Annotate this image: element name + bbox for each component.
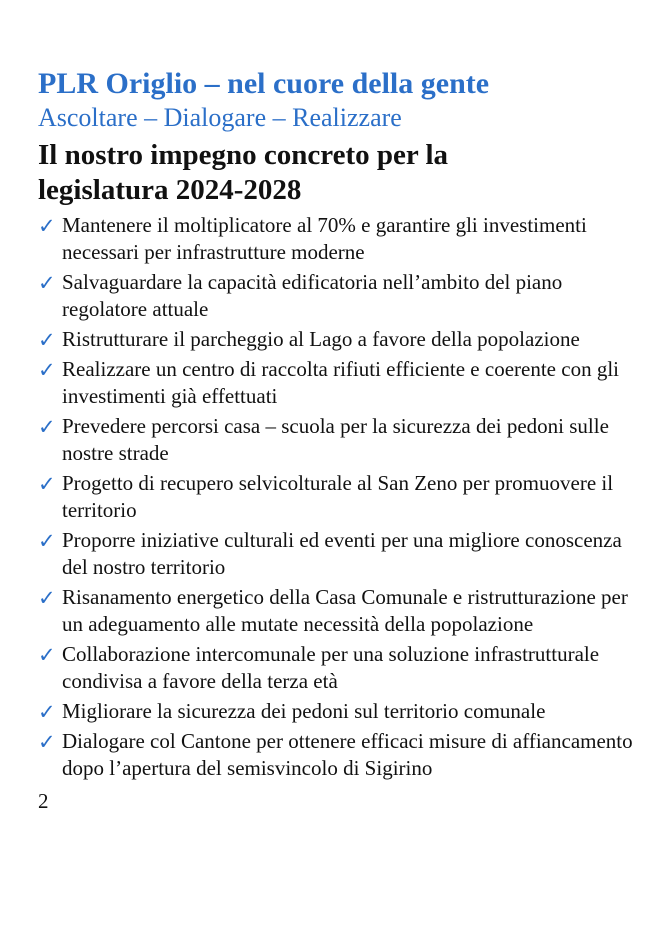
checkmark-icon: ✓ bbox=[38, 472, 56, 496]
list-item bbox=[38, 470, 648, 524]
list-item-text: Collaborazione intercomunale per una soluzione infrastrutturale condivisa a favore della terza età bbox=[62, 642, 600, 693]
list-item bbox=[38, 326, 648, 353]
list-item bbox=[38, 698, 648, 725]
list-item bbox=[38, 212, 648, 266]
checkmark-icon: ✓ bbox=[38, 529, 56, 553]
checkmark-icon: ✓ bbox=[38, 586, 56, 610]
list-item-text: Salvaguardare la capacità edificatoria nell’ambito del piano regolatore attuale bbox=[62, 270, 563, 321]
list-item-text: Realizzare un centro di raccolta rifiuti efficiente e coerente con gli investimenti già effettuati bbox=[62, 357, 619, 408]
list-item-text: Prevedere percorsi casa – scuola per la sicurezza dei pedoni sulle nostre strade bbox=[62, 414, 609, 465]
list-item-text: Proporre iniziative culturali ed eventi per una migliore conoscenza del nostro territorio bbox=[62, 528, 622, 579]
list-item-text: Progetto di recupero selvicolturale al San Zeno per promuovere il territorio bbox=[62, 471, 614, 522]
checkmark-icon: ✓ bbox=[38, 700, 56, 724]
list-item bbox=[38, 356, 648, 410]
page-number: 2 bbox=[38, 789, 49, 813]
section-heading: Il nostro impegno concreto per la legislatura 2024-2028 bbox=[38, 139, 449, 206]
checkmark-icon: ✓ bbox=[38, 271, 56, 295]
list-item bbox=[38, 269, 648, 323]
list-item bbox=[38, 527, 648, 581]
list-item bbox=[38, 728, 648, 782]
list-item bbox=[38, 584, 648, 638]
checkmark-icon: ✓ bbox=[38, 214, 56, 238]
checkmark-icon: ✓ bbox=[38, 328, 56, 352]
document-subtitle: Ascoltare – Dialogare – Realizzare bbox=[38, 103, 402, 132]
list-item-text: Risanamento energetico della Casa Comunale e ristrutturazione per un adeguamento alle mutate necessità della popolazione bbox=[62, 585, 628, 636]
commitment-list bbox=[38, 212, 648, 782]
checkmark-icon: ✓ bbox=[38, 358, 56, 382]
document-title: PLR Origlio – nel cuore della gente bbox=[38, 67, 490, 100]
checkmark-icon: ✓ bbox=[38, 730, 56, 754]
checkmark-icon: ✓ bbox=[38, 415, 56, 439]
list-item-text: Ristrutturare il parcheggio al Lago a favore della popolazione bbox=[62, 327, 580, 351]
document-page bbox=[38, 66, 648, 815]
checkmark-icon: ✓ bbox=[38, 643, 56, 667]
list-item bbox=[38, 413, 648, 467]
list-item-text: Mantenere il moltiplicatore al 70% e garantire gli investimenti necessari per infrastrutture moderne bbox=[62, 213, 587, 264]
list-item-text: Migliorare la sicurezza dei pedoni sul territorio comunale bbox=[62, 699, 546, 723]
list-item bbox=[38, 641, 648, 695]
list-item-text: Dialogare col Cantone per ottenere efficaci misure di affiancamento dopo l’apertura del semisvincolo di Sigirino bbox=[62, 729, 633, 780]
